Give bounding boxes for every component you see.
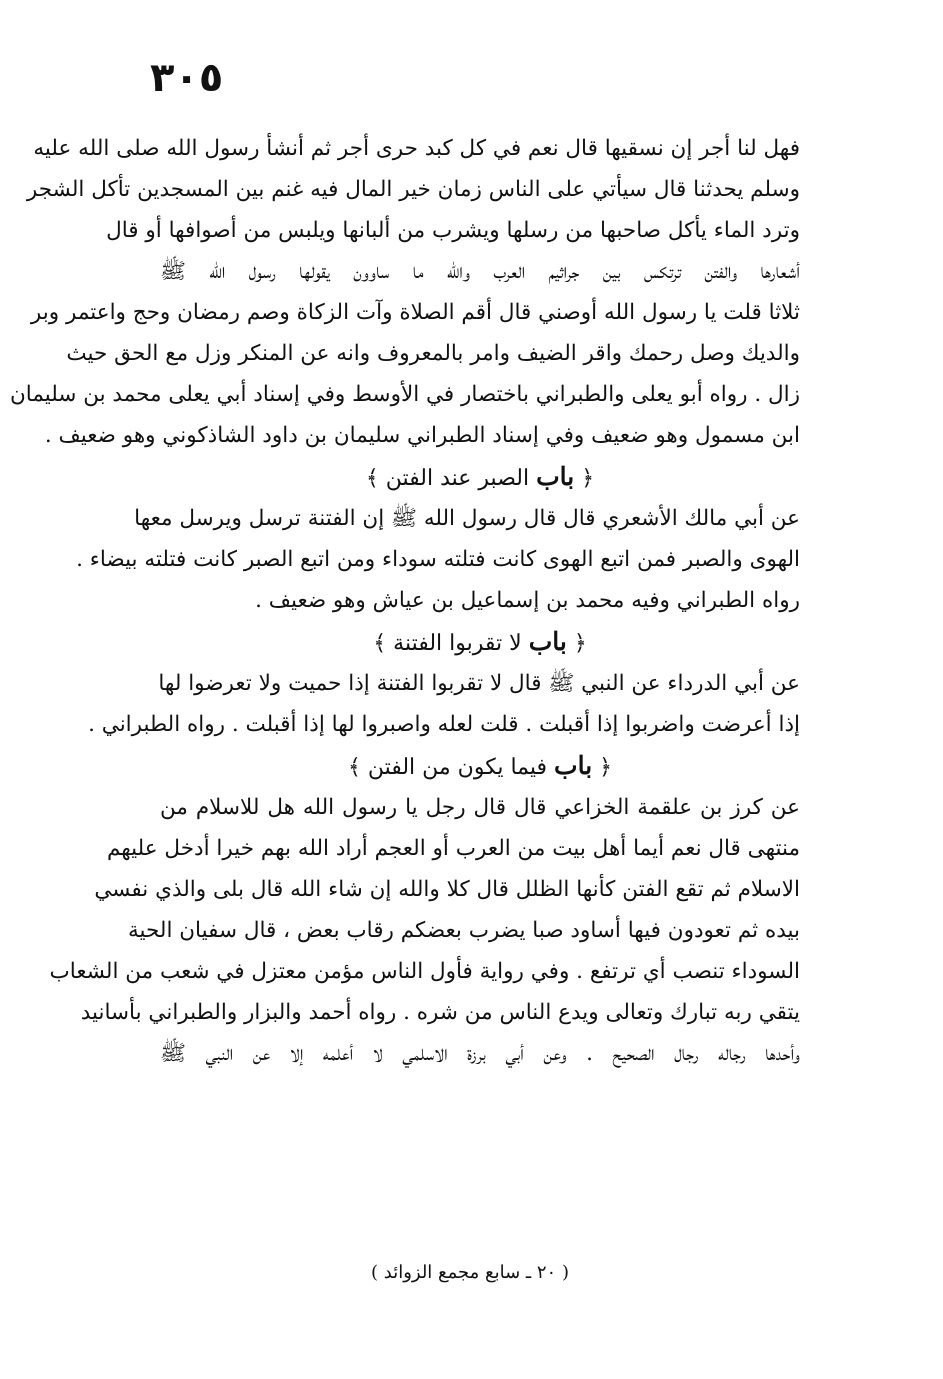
chapter-heading (160, 621, 800, 663)
text-block (10, 128, 800, 1074)
heading-open-bracket: ﴿ (573, 631, 587, 656)
text-line: والديك وصل رحمك واقر الضيف وامر بالمعروف وانه عن المنكر وزل مع الحق حيث (66, 341, 800, 366)
text-line: فهل لنا أجر إن نسقيها قال نعم في كل كبد حرى أجر ثم أنشأ رسول الله صلى الله عليه (33, 136, 800, 161)
text-line: وترد الماء يأكل صاحبها من رسلها ويشرب من ألبانها ويلبس من أصوافها أو قال (106, 218, 800, 243)
paragraph-what-happens (49, 787, 800, 1074)
text-line: منتهى قال نعم أيما أهل بيت من العرب أو العجم أراد الله بهم خيرا أدخل عليهم (106, 836, 800, 861)
heading-bab: باب (554, 751, 593, 780)
paragraph-do-not-approach (88, 663, 800, 745)
text-line: أشعارها والفتن ترتكس بين جراثيم العرب والله ما ساوون يقولها رسول الله ﷺ (160, 259, 800, 284)
text-line: الهوى والصبر فمن اتبع الهوى كانت فتلته سوداء ومن اتبع الصبر كانت فتلته بيضاء . (76, 547, 800, 572)
heading-title: لا تقربوا الفتنة (393, 631, 522, 656)
paragraph-patience (76, 498, 800, 621)
heading-title: فيما يكون من الفتن (367, 755, 548, 780)
text-line: ابن مسمول وهو ضعيف وفي إسناد الطبراني سليمان بن داود الشاذكوني وهو ضعيف . (44, 423, 800, 448)
text-line: إذا أعرضت واضربوا إذا أقبلت . قلت لعله واصبروا لها إذا أقبلت . رواه الطبراني . (88, 712, 800, 737)
heading-open-bracket: ﴿ (599, 755, 613, 780)
text-line: وسلم يحدثنا قال سيأتي على الناس زمان خير المال فيه غنم بين المسجدين تأكل الشجر (26, 177, 800, 202)
heading-open-bracket: ﴿ (581, 466, 595, 491)
chapter-heading (160, 456, 800, 498)
text-line: وأحدها رجاله رجال الصحيح . وعن أبي برزة الاسلمي لا أعلمه إلا عن النبي ﷺ (160, 1041, 800, 1066)
heading-close-bracket: ﴾ (347, 755, 361, 780)
text-line: بيده ثم تعودون فيها أساود صبا يضرب بعضكم رقاب بعض ، قال سفيان الحية (128, 918, 800, 943)
text-line: زال . رواه أبو يعلى والطبراني باختصار في الأوسط وفي إسناد أبي يعلى محمد بن سليمان (10, 382, 800, 407)
text-line: السوداء تنصب أي ترتفع . وفي رواية فأول الناس مؤمن معتزل في شعب من الشعاب (49, 959, 800, 984)
chapter-heading (160, 745, 800, 787)
page-number: ٣٠٥ (150, 55, 224, 101)
text-line: عن أبي الدرداء عن النبي ﷺ قال لا تقربوا الفتنة إذا حميت ولا تعرضوا لها (158, 671, 800, 696)
text-line: ثلاثا قلت يا رسول الله أوصني قال أقم الصلاة وآت الزكاة وصم رمضان وحج واعتمر وبر (30, 300, 800, 325)
text-line: الاسلام ثم تقع الفتن كأنها الظلل قال كلا والله إن شاء الله قال بلى والذي نفسي (94, 877, 800, 902)
heading-title: الصبر عند الفتن (385, 466, 530, 491)
text-line: عن أبي مالك الأشعري قال قال رسول الله ﷺ إن الفتنة ترسل ويرسل معها (134, 506, 800, 531)
paragraph-continuation (10, 128, 800, 456)
text-line: عن كرز بن علقمة الخزاعي قال قال رجل يا رسول الله هل للاسلام من (160, 795, 800, 820)
heading-close-bracket: ﴾ (373, 631, 387, 656)
heading-bab: باب (536, 462, 575, 491)
text-line: يتقي ربه تبارك وتعالى ويدع الناس من شره . رواه أحمد والبزار والطبراني بأسانيد (80, 1000, 800, 1025)
heading-close-bracket: ﴾ (365, 466, 379, 491)
page-footer-signature: ( ٢٠ ـ سابع مجمع الزوائد ) (371, 1262, 569, 1283)
heading-bab: باب (528, 627, 567, 656)
text-line: رواه الطبراني وفيه محمد بن إسماعيل بن عياش وهو ضعيف . (255, 588, 800, 613)
